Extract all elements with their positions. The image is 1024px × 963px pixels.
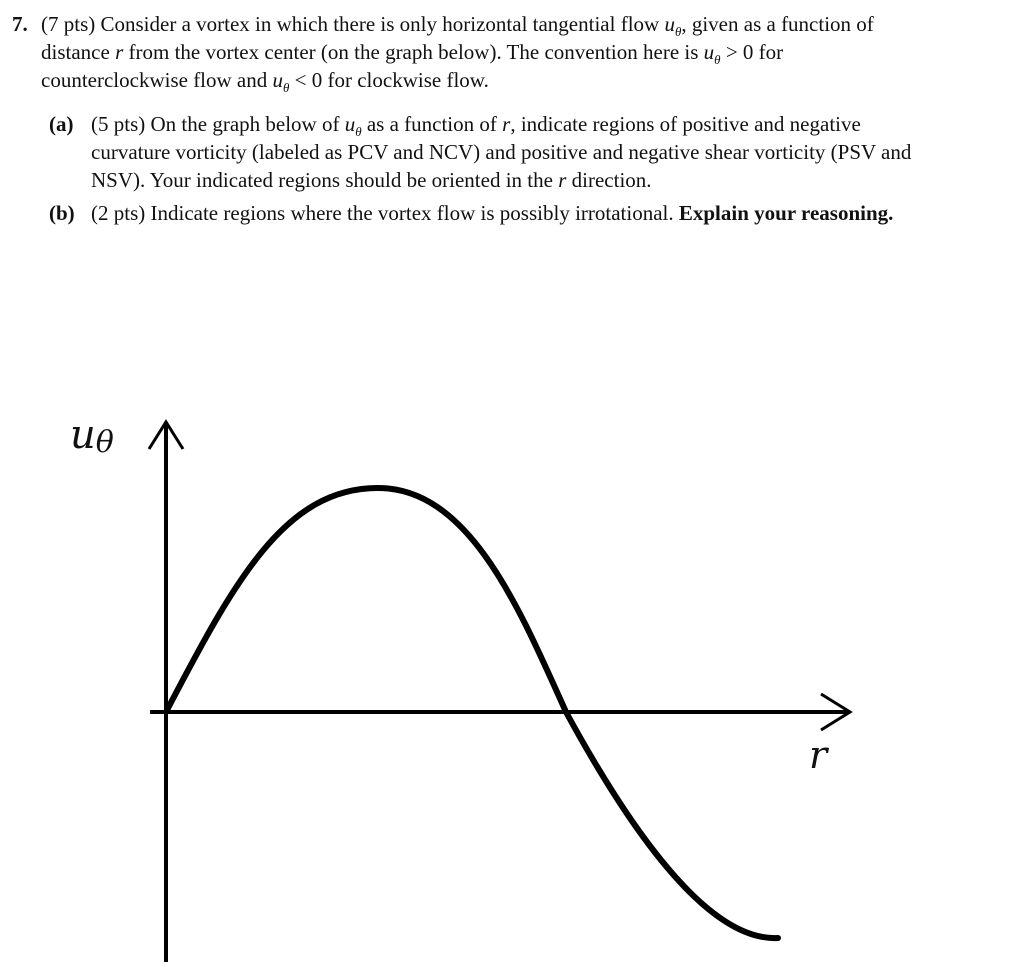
var-u-theta: $u_\theta$: [344, 112, 362, 140]
var-u-theta: $u_\theta$: [664, 12, 682, 40]
problem-text-2: , given as a function of distance: [41, 12, 874, 64]
part-a-text-2: as a function of: [366, 112, 497, 136]
part-a-points: (5 pts): [91, 112, 146, 136]
part-b-bold: Explain your reasoning.: [678, 201, 894, 225]
var-u-theta: $u_\theta$: [703, 40, 721, 68]
part-a-text-3: , indicate regions of positive and negative curvature vorticity (labeled as PCV and NCV) and positive and negative shear vorticity (PSV and NSV). Your indicated regions should be oriented in the: [91, 112, 912, 192]
part-a-text-1: On the graph below of: [150, 112, 340, 136]
var-r: r: [115, 40, 124, 64]
y-axis-label: uθ: [70, 412, 114, 460]
var-u-theta: $u_\theta$: [272, 68, 290, 96]
part-b-label: (b): [49, 201, 75, 225]
part-a: [41, 110, 917, 194]
var-r: r: [558, 168, 567, 192]
problem-cond-pos: > 0 for counterclockwise flow and: [41, 40, 784, 92]
problem-statement: [12, 10, 917, 94]
problem-points: (7 pts): [41, 12, 96, 36]
x-axis-label: r: [809, 733, 828, 777]
u-theta-graph: [0, 380, 1024, 963]
problem-7: [12, 10, 917, 232]
problem-number: 7.: [12, 12, 28, 36]
problem-text-3: from the vortex center (on the graph below). The convention here is: [128, 40, 699, 64]
part-a-label: (a): [49, 112, 74, 136]
var-r: r: [502, 112, 511, 136]
part-b-points: (2 pts): [91, 201, 146, 225]
part-b: [41, 199, 917, 227]
part-a-text-4: direction.: [571, 168, 652, 192]
problem-cond-neg: < 0 for clockwise flow.: [294, 68, 489, 92]
problem-text-1: Consider a vortex in which there is only horizontal tangential flow: [100, 12, 660, 36]
part-b-text-1: Indicate regions where the vortex flow is possibly irrotational.: [150, 201, 674, 225]
problem-parts: [12, 110, 917, 227]
